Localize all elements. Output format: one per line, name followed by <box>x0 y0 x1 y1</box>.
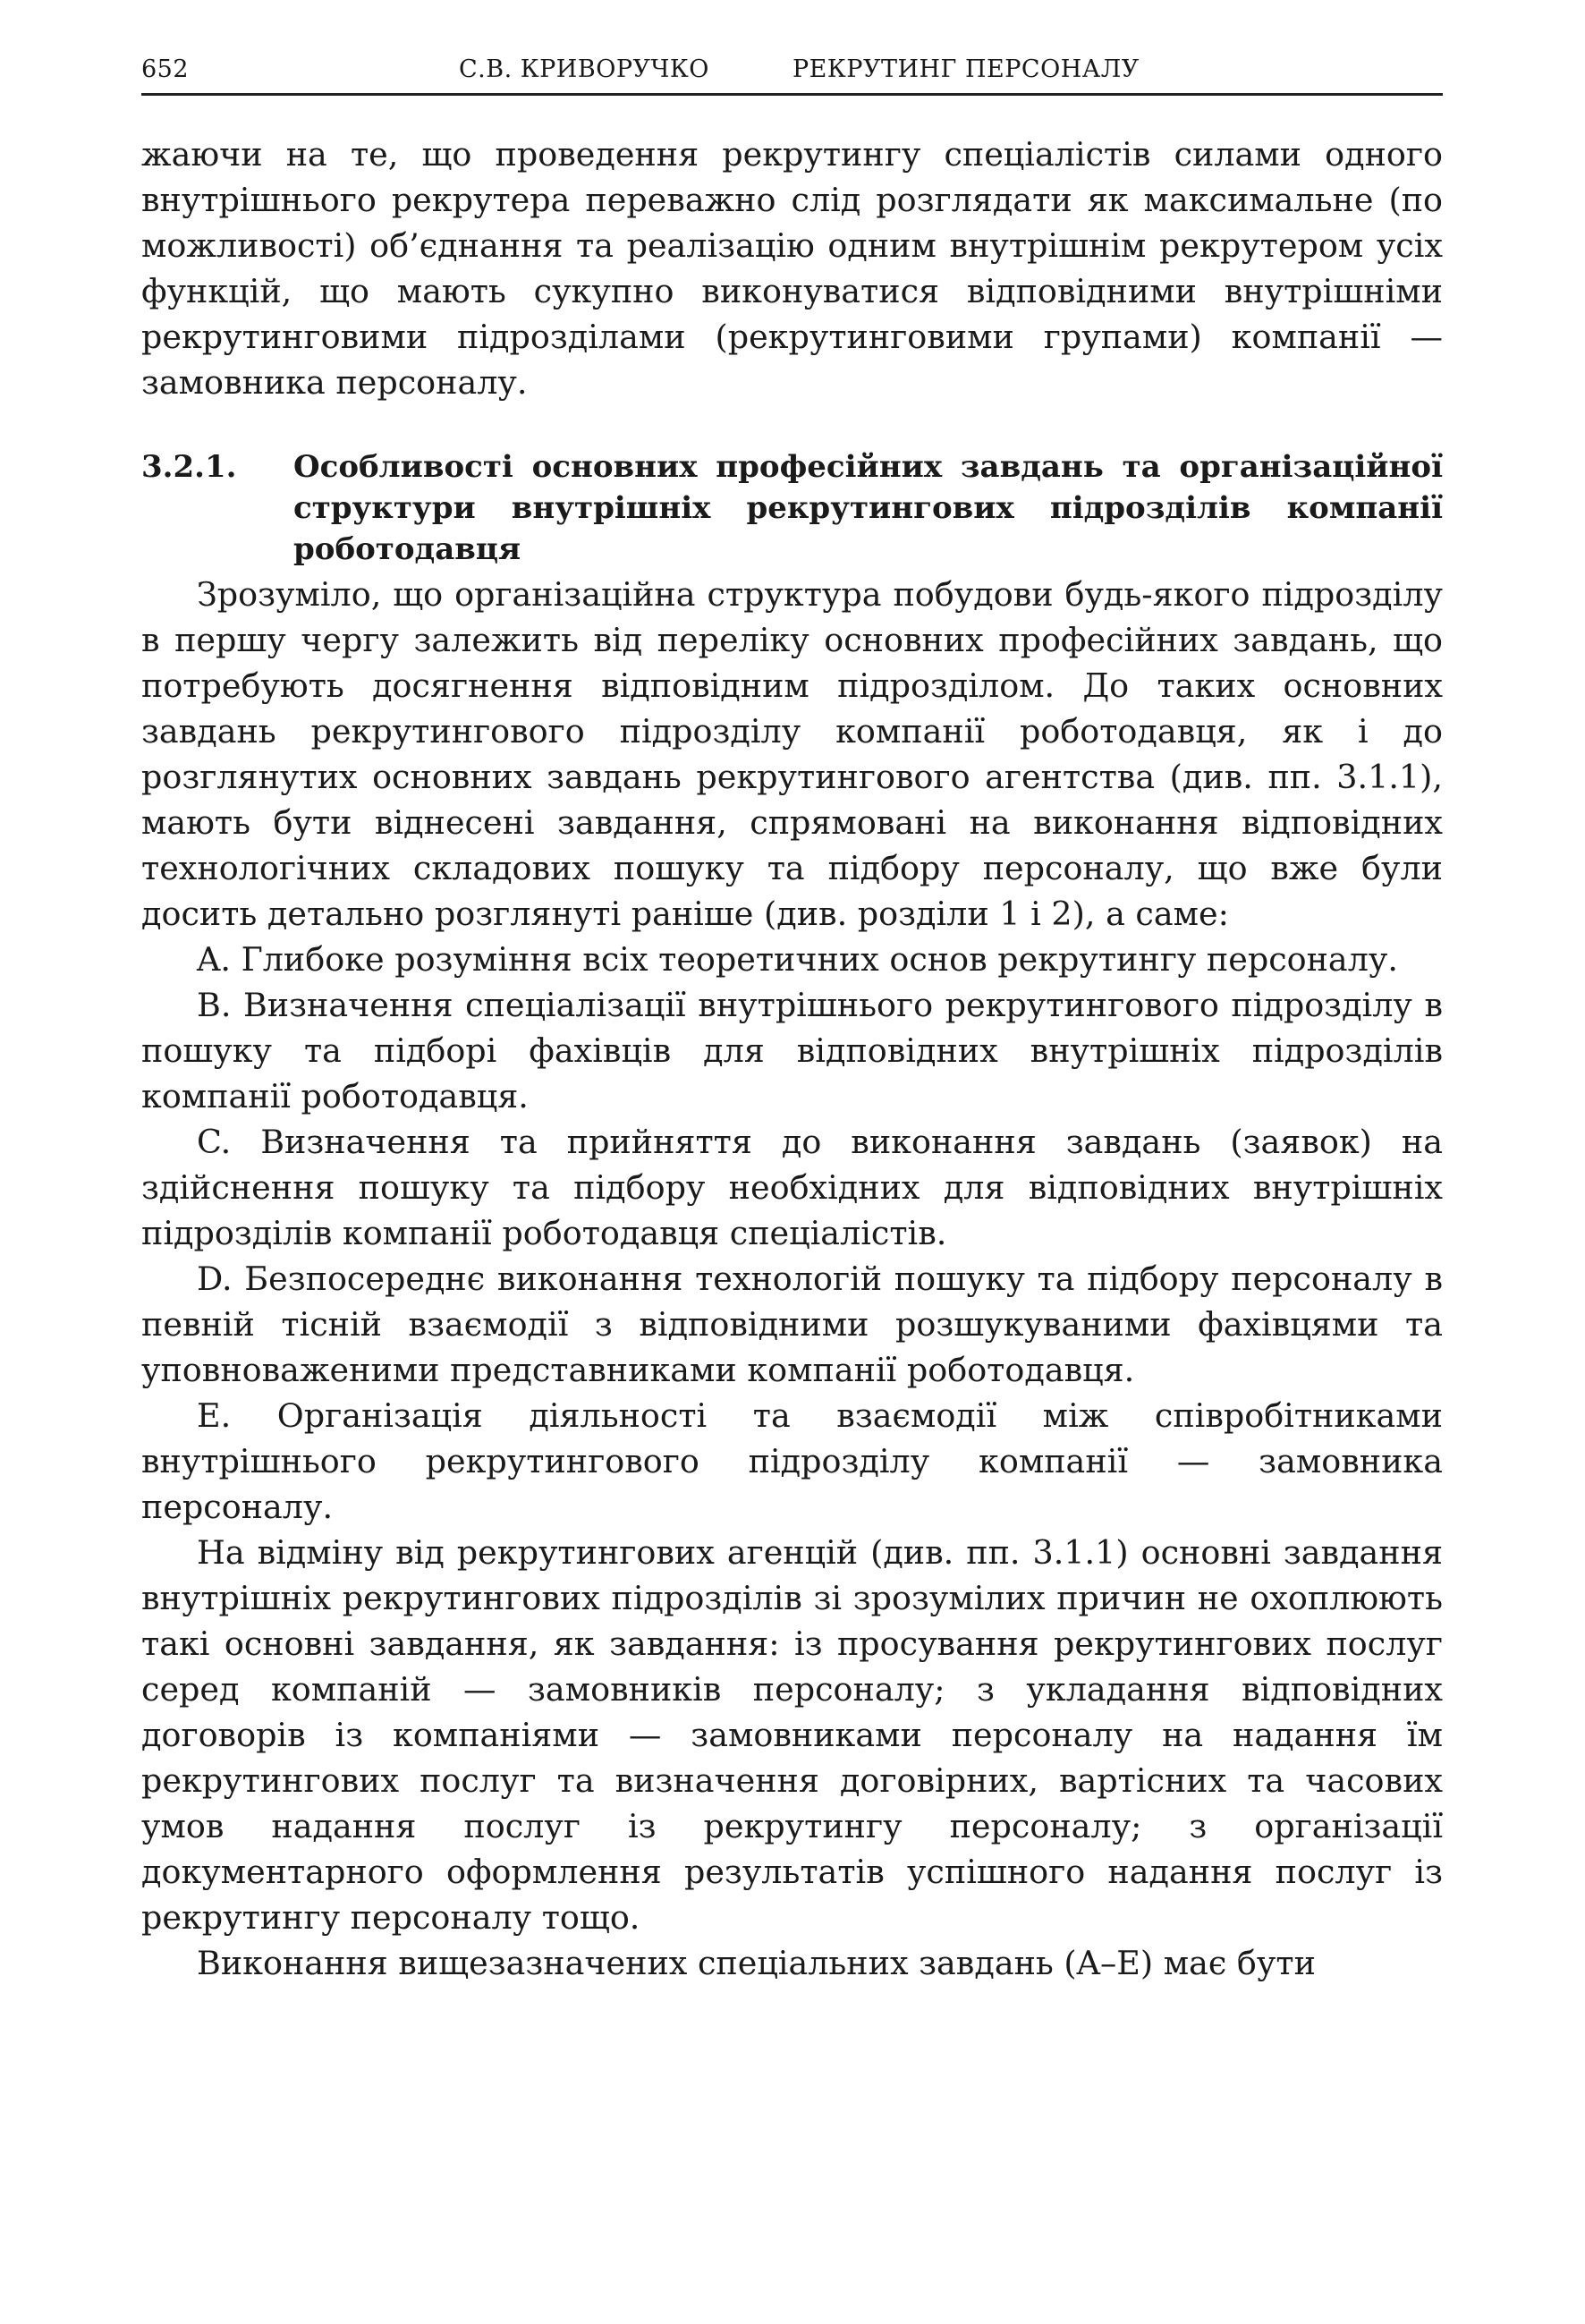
intro-paragraph: жаючи на те, що проведення рекрутингу спеціалістів силами одного внутрішнього рекрутера переважно слід розглядати як максимальне (по можливості) об’єднання та реалізацію одним внутрішнім рекрутером усіх функцій, що мають сукупно виконуватися відповідними внутрішніми рекрутинговими підрозділами (рекрутинговими групами) компанії — замовника персоналу. <box>141 135 1443 402</box>
header-author: С.В. КРИВОРУЧКО <box>459 55 709 83</box>
section-number: 3.2.1. <box>141 449 237 485</box>
book-page <box>141 52 1443 2288</box>
section-heading <box>141 446 1443 570</box>
section-title: Особливості основних професійних завдань та організаційної структури внутрішніх рекрутингових підрозділів компанії роботодавця <box>293 449 1443 567</box>
paragraph: Зрозуміло, що організаційна структура побудови будь-якого підрозділу в першу чергу залежить від переліку основних професійних завдань, що потребують досягнення відповідним підрозділом. До таких основних завдань рекрутингового підрозділу компанії роботодавця, як і до розглянутих основних завдань рекрутингового агентства (див. пп. 3.1.1), мають бути віднесені завдання, спрямовані на виконання відповідних технологічних складових пошуку та підбору персоналу, що вже були досить детально розглянуті раніше (див. розділи 1 і 2), а саме: <box>141 575 1443 933</box>
body-text <box>141 131 1443 1986</box>
paragraph: На відміну від рекрутингових агенцій (див. пп. 3.1.1) основні завдання внутрішніх рекрутингових підрозділів зі зрозумілих причин не охоплюють такі основні завдання, як завдання: із просування рекрутингових послуг серед компаній — замовників персоналу; з укладання відповідних договорів із компаніями — замовниками персоналу на надання їм рекрутингових послуг та визначення договірних, вартісних та часових умов надання послуг із рекрутингу персоналу; з організації документарного оформлення результатів успішного надання послуг із рекрутингу персоналу тощо. <box>141 1533 1443 1937</box>
list-item-a: A. Глибоке розуміння всіх теоретичних основ рекрутингу персоналу. <box>197 940 1398 979</box>
list-item-e: E. Організація діяльності та взаємодії між співробітниками внутрішнього рекрутингового підрозділу компанії — замовника персоналу. <box>141 1396 1443 1526</box>
header-book-title: РЕКРУТИНГ ПЕРСОНАЛУ <box>792 55 1140 83</box>
list-item-d: D. Безпосереднє виконання технологій пошуку та підбору персоналу в певній тісній взаємодії з відповідними розшукуваними фахівцями та уповноваженими представниками компанії роботодавця. <box>141 1260 1443 1389</box>
paragraph: Виконання вищезазначених спеціальних завдань (A–E) має бути <box>197 1944 1316 1982</box>
page-number: 652 <box>141 55 190 83</box>
running-header <box>141 52 1443 96</box>
list-item-b: B. Визначення спеціалізації внутрішнього рекрутингового підрозділу в пошуку та підборі фахівців для відповідних внутрішніх підрозділів компанії роботодавця. <box>141 986 1443 1115</box>
list-item-c: C. Визначення та прийняття до виконання завдань (заявок) на здійснення пошуку та підбору необхідних для відповідних внутрішніх підрозділів компанії роботодавця спеціалістів. <box>141 1123 1443 1252</box>
